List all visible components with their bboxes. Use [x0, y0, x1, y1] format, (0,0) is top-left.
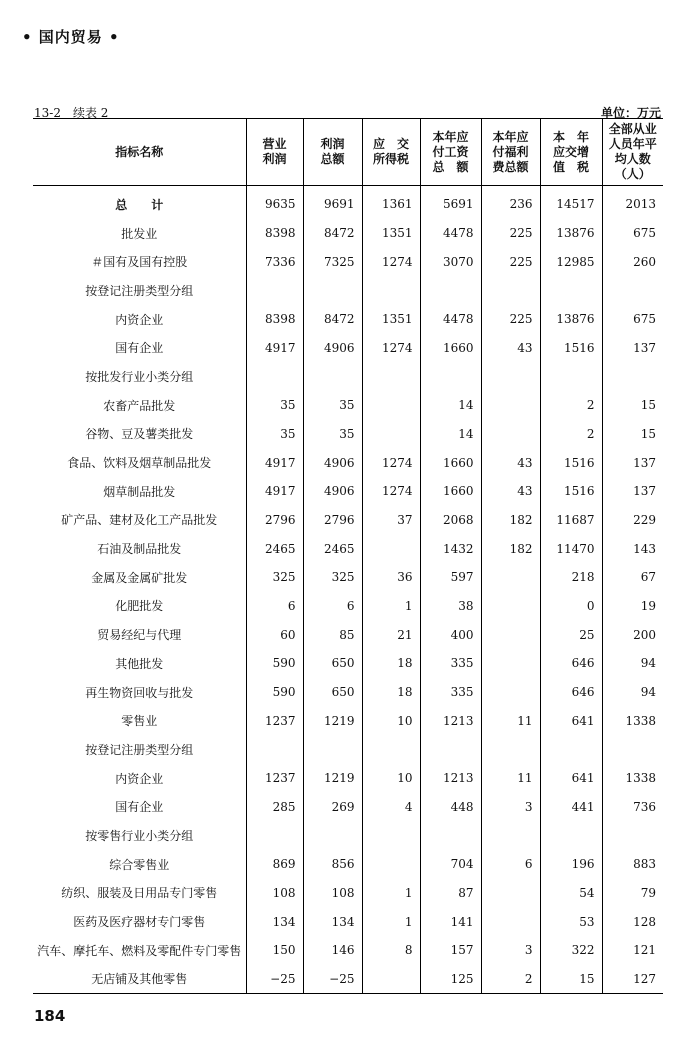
cell-value	[481, 563, 540, 592]
cell-value: 675	[602, 219, 663, 248]
cell-value: 15	[602, 420, 663, 449]
cell-value: 4917	[246, 333, 303, 362]
cell-value	[303, 821, 362, 850]
cell-value: 325	[246, 563, 303, 592]
cell-value	[362, 420, 420, 449]
column-header: 全部从业 人员年平 均人数 （人）	[602, 119, 663, 186]
cell-value: 13876	[540, 219, 602, 248]
cell-value: −25	[246, 965, 303, 994]
table-row	[33, 305, 663, 334]
table-row	[33, 649, 663, 678]
cell-value: 4917	[246, 448, 303, 477]
row-label: 谷物、豆及薯类批发	[85, 427, 194, 442]
table-row	[33, 735, 663, 764]
table-row	[33, 506, 663, 535]
cell-value: 641	[540, 706, 602, 735]
cell-value	[303, 735, 362, 764]
cell-value: 1	[362, 907, 420, 936]
cell-value: 2	[481, 965, 540, 994]
cell-value: 448	[420, 792, 481, 821]
cell-value: 229	[602, 506, 663, 535]
row-label: 国有企业	[115, 341, 164, 356]
cell-value	[481, 362, 540, 391]
cell-value: 590	[246, 649, 303, 678]
cell-value: 1	[362, 592, 420, 621]
cell-value	[303, 362, 362, 391]
column-header: 本 年 应交增 值 税	[540, 119, 602, 186]
cell-value	[362, 850, 420, 879]
cell-value: 85	[303, 620, 362, 649]
cell-value: 11	[481, 706, 540, 735]
cell-value: 3	[481, 936, 540, 965]
cell-value: 883	[602, 850, 663, 879]
cell-value: 14	[420, 420, 481, 449]
cell-value: 1213	[420, 706, 481, 735]
cell-value	[303, 276, 362, 305]
table-row	[33, 333, 663, 362]
cell-value	[420, 735, 481, 764]
table-row	[33, 477, 663, 506]
cell-value	[481, 592, 540, 621]
cell-value: 1516	[540, 477, 602, 506]
cell-value: 1351	[362, 305, 420, 334]
cell-value: 1219	[303, 706, 362, 735]
cell-value: 4906	[303, 333, 362, 362]
table-row	[33, 764, 663, 793]
cell-value: 6	[481, 850, 540, 879]
row-label: 其他批发	[115, 656, 164, 671]
cell-value: 137	[602, 448, 663, 477]
cell-value	[420, 276, 481, 305]
cell-value: 260	[602, 247, 663, 276]
cell-value: 335	[420, 649, 481, 678]
cell-value: 236	[481, 186, 540, 219]
cell-value	[481, 735, 540, 764]
table-row	[33, 391, 663, 420]
table-row	[33, 620, 663, 649]
cell-value	[602, 362, 663, 391]
table-row	[33, 219, 663, 248]
cell-value: 675	[602, 305, 663, 334]
row-label: 烟草制品批发	[103, 484, 176, 499]
cell-value: 335	[420, 678, 481, 707]
cell-value: 38	[420, 592, 481, 621]
row-label: 国有企业	[115, 800, 164, 815]
cell-value: 8	[362, 936, 420, 965]
cell-value: 225	[481, 219, 540, 248]
cell-value: 196	[540, 850, 602, 879]
cell-value: 269	[303, 792, 362, 821]
cell-value: 4478	[420, 219, 481, 248]
row-label: 总 计	[115, 197, 164, 212]
cell-value: 2	[540, 391, 602, 420]
cell-value: 1516	[540, 448, 602, 477]
cell-value: 8472	[303, 305, 362, 334]
table-row	[33, 936, 663, 965]
cell-value: 9691	[303, 186, 362, 219]
cell-value: 121	[602, 936, 663, 965]
column-header: 营业 利润	[246, 119, 303, 186]
cell-value: 143	[602, 534, 663, 563]
cell-value	[481, 620, 540, 649]
cell-value: 2796	[303, 506, 362, 535]
cell-value: 137	[602, 477, 663, 506]
row-label: 综合零售业	[109, 857, 170, 872]
cell-value: 79	[602, 879, 663, 908]
cell-value: 137	[602, 333, 663, 362]
cell-value: 146	[303, 936, 362, 965]
table-row	[33, 592, 663, 621]
cell-value	[540, 276, 602, 305]
cell-value	[362, 965, 420, 994]
cell-value	[481, 391, 540, 420]
cell-value	[540, 362, 602, 391]
table-row	[33, 879, 663, 908]
cell-value: 1432	[420, 534, 481, 563]
cell-value	[602, 276, 663, 305]
cell-value	[481, 907, 540, 936]
row-label: ＃国有及国有控股	[91, 255, 188, 270]
cell-value: 6	[303, 592, 362, 621]
row-label: 按登记注册类型分组	[85, 742, 194, 757]
cell-value: 650	[303, 649, 362, 678]
cell-value: 646	[540, 649, 602, 678]
cell-value: 704	[420, 850, 481, 879]
cell-value: 43	[481, 333, 540, 362]
cell-value: 2	[540, 420, 602, 449]
table-row	[33, 362, 663, 391]
cell-value	[420, 821, 481, 850]
cell-value: 646	[540, 678, 602, 707]
cell-value: 9635	[246, 186, 303, 219]
table-row	[33, 850, 663, 879]
cell-value: 35	[303, 391, 362, 420]
cell-value: 37	[362, 506, 420, 535]
cell-value: 200	[602, 620, 663, 649]
row-label: 内资企业	[115, 771, 164, 786]
row-label: 金属及金属矿批发	[91, 570, 188, 585]
cell-value: 1660	[420, 448, 481, 477]
cell-value: 3	[481, 792, 540, 821]
table-row	[33, 186, 663, 219]
table-row	[33, 706, 663, 735]
cell-value: 1361	[362, 186, 420, 219]
cell-value: 285	[246, 792, 303, 821]
cell-value	[481, 821, 540, 850]
cell-value: 87	[420, 879, 481, 908]
cell-value: 8472	[303, 219, 362, 248]
data-table	[33, 118, 663, 994]
table-row	[33, 965, 663, 994]
row-label: 内资企业	[115, 312, 164, 327]
cell-value: 7336	[246, 247, 303, 276]
cell-value: 150	[246, 936, 303, 965]
cell-value: 1516	[540, 333, 602, 362]
cell-value: 322	[540, 936, 602, 965]
cell-value: 4906	[303, 477, 362, 506]
row-label: 食品、饮料及烟草制品批发	[67, 456, 212, 471]
cell-value: 1274	[362, 477, 420, 506]
cell-value: 1338	[602, 706, 663, 735]
cell-value: 4906	[303, 448, 362, 477]
cell-value: 3070	[420, 247, 481, 276]
cell-value	[481, 420, 540, 449]
cell-value	[362, 276, 420, 305]
cell-value: 400	[420, 620, 481, 649]
cell-value: 11470	[540, 534, 602, 563]
cell-value: 21	[362, 620, 420, 649]
cell-value: 182	[481, 534, 540, 563]
cell-value: 856	[303, 850, 362, 879]
table-row	[33, 247, 663, 276]
cell-value: 14517	[540, 186, 602, 219]
table-row	[33, 907, 663, 936]
cell-value	[420, 362, 481, 391]
cell-value: 1660	[420, 333, 481, 362]
cell-value	[481, 879, 540, 908]
cell-value: 7325	[303, 247, 362, 276]
cell-value: 597	[420, 563, 481, 592]
cell-value: 0	[540, 592, 602, 621]
row-label: 矿产品、建材及化工产品批发	[61, 513, 218, 528]
row-label: 按批发行业小类分组	[85, 369, 194, 384]
cell-value: 35	[246, 420, 303, 449]
row-label: 汽车、摩托车、燃料及零配件专门零售	[37, 943, 242, 958]
cell-value: 43	[481, 448, 540, 477]
row-label: 再生物资回收与批发	[85, 685, 194, 700]
table-row	[33, 563, 663, 592]
column-header: 利润 总额	[303, 119, 362, 186]
cell-value: 35	[246, 391, 303, 420]
row-label: 按登记注册类型分组	[85, 283, 194, 298]
table-body	[33, 186, 663, 994]
row-label: 按零售行业小类分组	[85, 828, 194, 843]
cell-value: 1660	[420, 477, 481, 506]
table-row	[33, 678, 663, 707]
cell-value: 441	[540, 792, 602, 821]
cell-value	[362, 534, 420, 563]
row-label: 化肥批发	[115, 599, 164, 614]
cell-value: 53	[540, 907, 602, 936]
cell-value: 13876	[540, 305, 602, 334]
unit-label: 单位：万元	[600, 106, 661, 120]
cell-value	[481, 678, 540, 707]
cell-value: 10	[362, 706, 420, 735]
row-label: 纺织、服装及日用品专门零售	[61, 886, 218, 901]
column-header: 本年应 付工资 总 额	[420, 119, 481, 186]
cell-value: 1219	[303, 764, 362, 793]
cell-value	[540, 735, 602, 764]
cell-value: 1274	[362, 247, 420, 276]
cell-value: 225	[481, 305, 540, 334]
cell-value: 125	[420, 965, 481, 994]
cell-value: 15	[602, 391, 663, 420]
cell-value: 94	[602, 649, 663, 678]
table-row	[33, 792, 663, 821]
cell-value	[362, 362, 420, 391]
cell-value	[246, 821, 303, 850]
cell-value: 8398	[246, 219, 303, 248]
cell-value: 650	[303, 678, 362, 707]
column-header: 指标名称	[33, 119, 246, 186]
cell-value: 15	[540, 965, 602, 994]
cell-value: 182	[481, 506, 540, 535]
cell-value: 108	[303, 879, 362, 908]
cell-value: 4	[362, 792, 420, 821]
cell-value: 1237	[246, 706, 303, 735]
cell-value: 18	[362, 678, 420, 707]
cell-value: 869	[246, 850, 303, 879]
row-label: 石油及制品批发	[97, 542, 182, 557]
cell-value: 1213	[420, 764, 481, 793]
cell-value: 94	[602, 678, 663, 707]
cell-value: 1338	[602, 764, 663, 793]
cell-value: 218	[540, 563, 602, 592]
column-header: 本年应 付福利 费总额	[481, 119, 540, 186]
cell-value: 18	[362, 649, 420, 678]
cell-value: 2465	[303, 534, 362, 563]
cell-value	[246, 362, 303, 391]
cell-value	[481, 276, 540, 305]
table-row	[33, 821, 663, 850]
cell-value: 2796	[246, 506, 303, 535]
cell-value: 19	[602, 592, 663, 621]
table-row	[33, 534, 663, 563]
row-label: 无店铺及其他零售	[33, 965, 246, 994]
cell-value: 641	[540, 764, 602, 793]
row-label: 批发业	[121, 226, 158, 241]
cell-value: 134	[303, 907, 362, 936]
table-row	[33, 448, 663, 477]
cell-value	[362, 391, 420, 420]
section-header: • 国内贸易 •	[22, 28, 120, 46]
row-label: 农畜产品批发	[103, 398, 176, 413]
cell-value: 12985	[540, 247, 602, 276]
cell-value: 141	[420, 907, 481, 936]
cell-value: 25	[540, 620, 602, 649]
cell-value: 35	[303, 420, 362, 449]
cell-value	[362, 735, 420, 764]
row-label: 贸易经纪与代理	[97, 628, 182, 643]
cell-value: 1351	[362, 219, 420, 248]
cell-value: 14	[420, 391, 481, 420]
cell-value: 43	[481, 477, 540, 506]
table-id: 13-2 续表 2	[34, 106, 109, 120]
row-label: 医药及医疗器材专门零售	[73, 915, 206, 930]
cell-value	[602, 821, 663, 850]
cell-value: 4478	[420, 305, 481, 334]
cell-value	[246, 735, 303, 764]
cell-value: 5691	[420, 186, 481, 219]
cell-value: 2013	[602, 186, 663, 219]
cell-value: 736	[602, 792, 663, 821]
cell-value	[540, 821, 602, 850]
cell-value: 60	[246, 620, 303, 649]
cell-value: 11	[481, 764, 540, 793]
cell-value: 67	[602, 563, 663, 592]
table-row	[33, 276, 663, 305]
cell-value: 128	[602, 907, 663, 936]
cell-value: 4917	[246, 477, 303, 506]
cell-value: 2068	[420, 506, 481, 535]
cell-value: 590	[246, 678, 303, 707]
page-number: 184	[34, 1007, 66, 1025]
cell-value: 1274	[362, 333, 420, 362]
cell-value: 1237	[246, 764, 303, 793]
row-label: 零售业	[121, 714, 158, 729]
cell-value: 157	[420, 936, 481, 965]
cell-value: 1	[362, 879, 420, 908]
cell-value	[602, 735, 663, 764]
cell-value	[481, 649, 540, 678]
table-row	[33, 420, 663, 449]
cell-value	[246, 276, 303, 305]
cell-value: −25	[303, 965, 362, 994]
cell-value: 225	[481, 247, 540, 276]
cell-value: 8398	[246, 305, 303, 334]
cell-value: 127	[602, 965, 663, 994]
header-row	[33, 119, 663, 186]
column-header: 应 交 所得税	[362, 119, 420, 186]
cell-value: 108	[246, 879, 303, 908]
cell-value	[362, 821, 420, 850]
cell-value: 54	[540, 879, 602, 908]
cell-value: 6	[246, 592, 303, 621]
cell-value: 10	[362, 764, 420, 793]
cell-value: 2465	[246, 534, 303, 563]
cell-value: 11687	[540, 506, 602, 535]
cell-value: 1274	[362, 448, 420, 477]
cell-value: 36	[362, 563, 420, 592]
cell-value: 325	[303, 563, 362, 592]
cell-value: 134	[246, 907, 303, 936]
